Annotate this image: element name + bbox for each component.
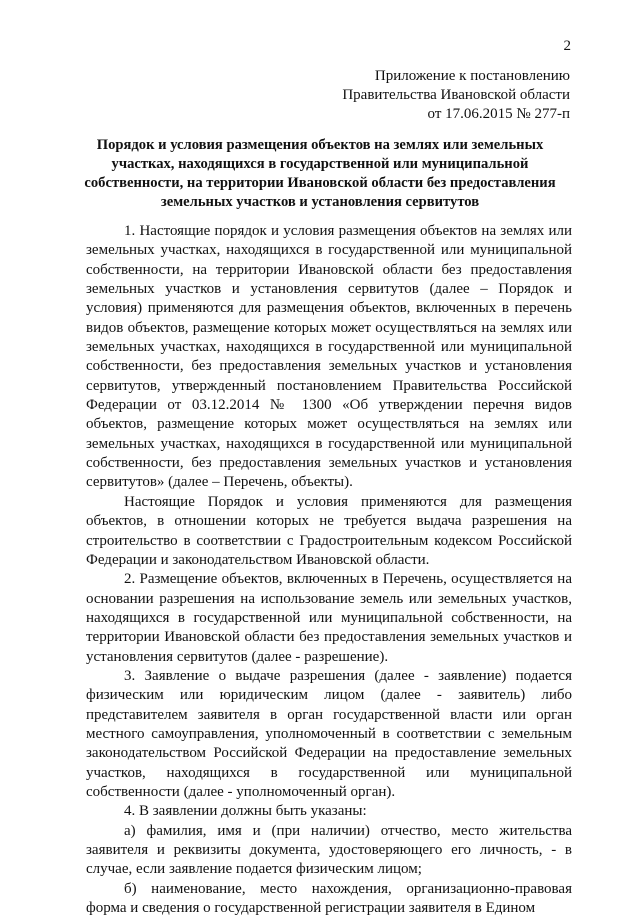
appendix-line: Приложение к постановлению (374, 68, 570, 84)
paragraph-7: б) наименование, место нахождения, организационно-правовая форма и сведения о государственной регистрации заявителя в Едином (86, 880, 572, 917)
paragraph-1: 1. Настоящие порядок и условия размещения объектов на землях или земельных участках, находящихся в государственной или муниципальной собственности, на территории Ивановской области без предоставления земельных участков и установления сервитутов (далее – Порядок и условия) применяются для размещения объектов, включенных в перечень видов объектов, размещение которых может осуществляться на землях или земельных участках, находящихся в государственной или муниципальной собственности, без предоставления земельных участков и установления сервитутов, утвержденный постановлением Правительства Российской Федерации от 03.12.2014 № 1300 «Об утверждении перечня видов объектов, размещение которых может осуществляться на землях или земельных участках, находящихся в государственной или муниципальной собственности, без предоставления земельных участков и установления сервитутов» (далее – Перечень, объекты). (86, 223, 572, 491)
title-line: земельных участков и установления сервитутов (160, 194, 480, 210)
appendix-header (270, 67, 570, 124)
paragraph-6: а) фамилия, имя и (при наличии) отчество, место жительства заявителя и реквизиты документа, удостоверяющего его личность, - в случае, если заявление подается физическим лицом; (86, 822, 572, 878)
paragraph-5: 4. В заявлении должны быть указаны: (124, 803, 367, 820)
page-number: 2 (563, 38, 571, 54)
paragraph-3: 2. Размещение объектов, включенных в Перечень, осуществляется на основании разрешения на использование земель или земельных участков, находящихся в государственной или муниципальной собственности, на территории Ивановской области без предоставления земельных участков и установления сервитутов (далее - разрешение). (86, 571, 572, 665)
title-line: Порядок и условия размещения объектов на землях или земельных (96, 137, 544, 153)
paragraph-2: Настоящие Порядок и условия применяются для размещения объектов, в отношении которых не требуется выдача разрешения на строительство в соответствии с Градостроительным кодексом Российской Федерации и законодательством Ивановской области. (86, 493, 572, 568)
appendix-line: от 17.06.2015 № 277-п (427, 106, 570, 122)
document-body (86, 222, 572, 918)
title-line: участках, находящихся в государственной или муниципальной (111, 156, 529, 172)
appendix-line: Правительства Ивановской области (342, 87, 570, 103)
title-line: собственности, на территории Ивановской области без предоставления (84, 175, 556, 191)
paragraph-4: 3. Заявление о выдаче разрешения (далее - заявление) подается физическим или юридическим лицом (далее - заявитель) либо представителем заявителя в орган государственной власти или орган местного самоуправления, уполномоченный в соответствии с земельным законодательством Российской Федерации на предоставление земельных участков, находящихся в государственной или муниципальной собственности (далее - уполномоченный орган). (86, 667, 572, 800)
document-title (60, 136, 580, 212)
